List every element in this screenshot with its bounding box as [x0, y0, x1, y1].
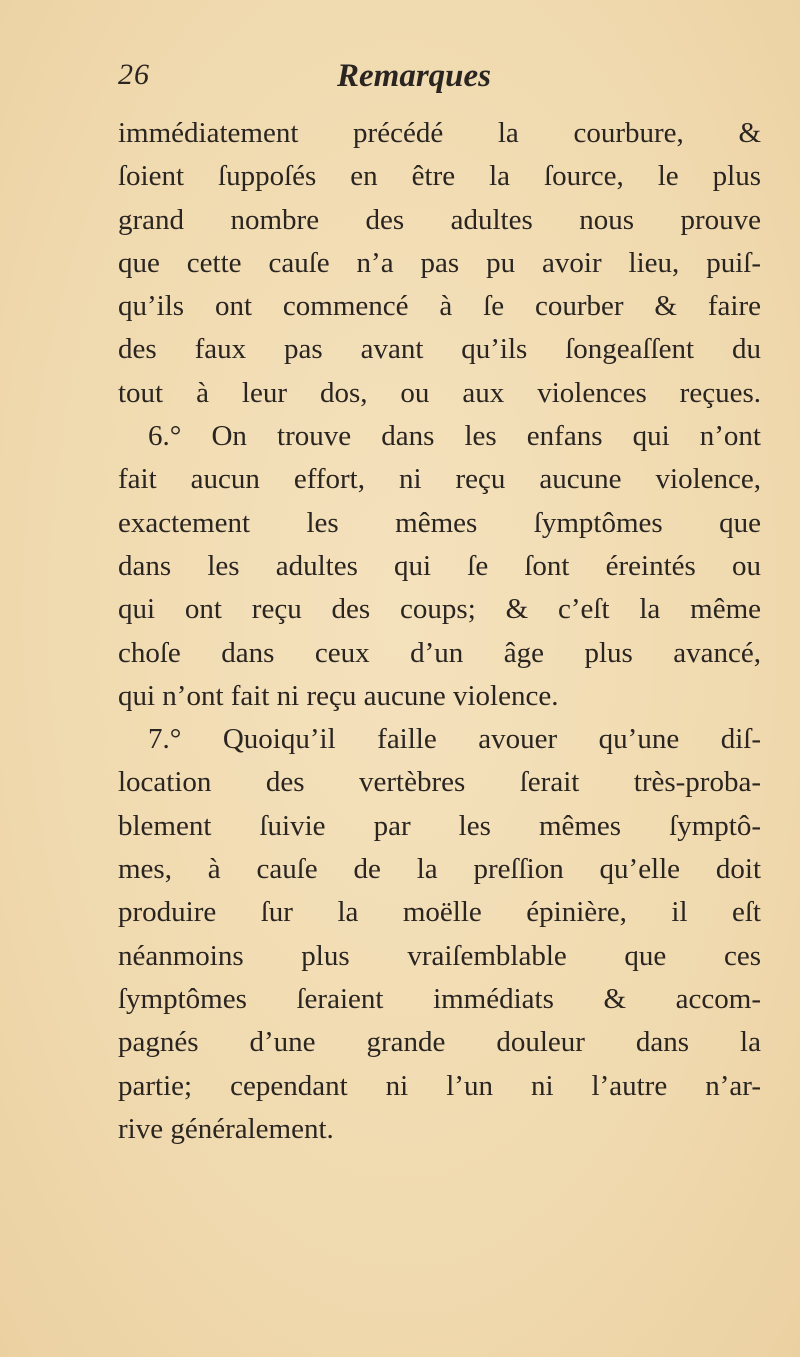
text-line: mes, à cauſe de la preſſion qu’elle doit — [118, 853, 761, 886]
text-line: immédiatement précédé la courbure, & — [118, 117, 761, 149]
text-line: qui ont reçu des coups; & c’eſt la même — [118, 593, 761, 626]
text-line: tout à leur dos, ou aux violences reçues. — [118, 376, 761, 409]
running-head: Remarques — [337, 58, 492, 94]
text-line: blement ſuivie par les mêmes ſymptô- — [118, 809, 761, 842]
page-number: 26 — [118, 58, 150, 91]
text-line: qui n’ont fait ni reçu aucune violence. — [118, 679, 559, 712]
text-line: ſoient ſuppoſés en être la ſource, le plus — [118, 160, 761, 193]
text-line: néanmoins plus vraiſemblable que ces — [118, 939, 761, 972]
body-text — [118, 112, 761, 1151]
text-line: dans les adultes qui ſe ſont éreintés ou — [118, 549, 761, 582]
text-line: qu’ils ont commencé à ſe courber & faire — [118, 290, 761, 323]
text-line: produire ſur la moëlle épinière, il eſt — [118, 896, 761, 929]
text-line: choſe dans ceux d’un âge plus avancé, — [118, 636, 761, 669]
text-line: rive généralement. — [118, 1112, 334, 1145]
text-line: que cette cauſe n’a pas pu avoir lieu, puiſ- — [118, 246, 761, 279]
text-line: partie; cependant ni l’un ni l’autre n’ar- — [118, 1069, 761, 1102]
text-line: des faux pas avant qu’ils ſongeaſſent du — [118, 333, 761, 366]
text-line: ſymptômes ſeraient immédiats & accom- — [118, 982, 761, 1015]
text-line: fait aucun effort, ni reçu aucune violence, — [118, 463, 761, 496]
text-line: location des vertèbres ſerait très-proba- — [118, 766, 761, 799]
text-line: pagnés d’une grande douleur dans la — [118, 1026, 761, 1059]
text-line: grand nombre des adultes nous prouve — [118, 203, 761, 236]
text-line: 7.° Quoiqu’il faille avouer qu’une diſ- — [148, 723, 761, 756]
text-line: 6.° On trouve dans les enfans qui n’ont — [148, 420, 761, 453]
text-line: exactement les mêmes ſymptômes que — [118, 506, 761, 539]
page-header — [0, 58, 800, 98]
